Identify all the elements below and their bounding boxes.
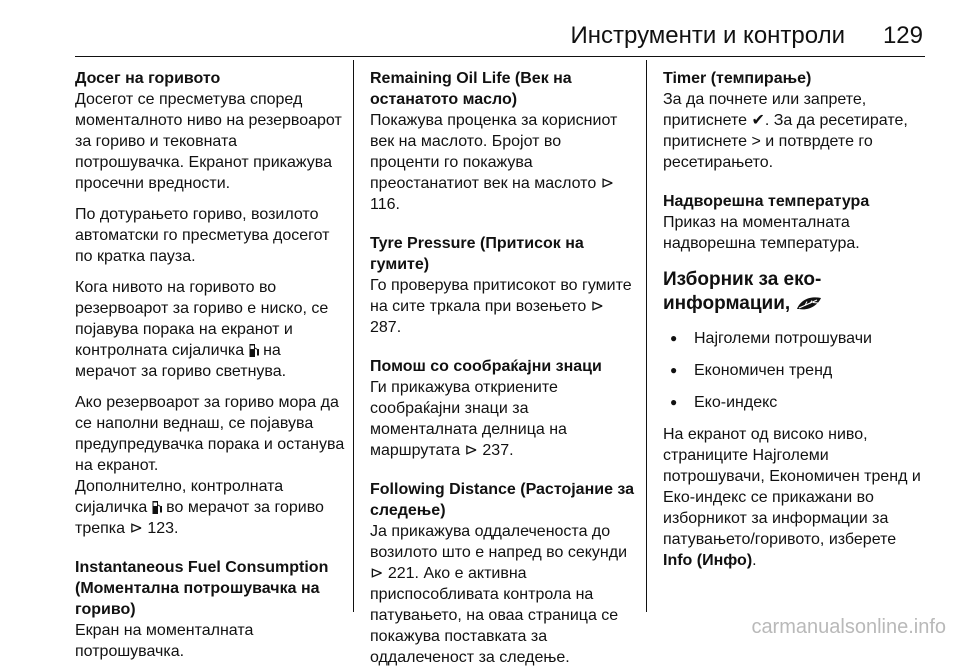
header-rule (75, 56, 925, 57)
page-reference-arrow-icon: ⊳ (129, 520, 143, 537)
page-reference-arrow-icon: ⊳ (600, 175, 615, 192)
paragraph: Приказ на моменталната надворешна температура. (663, 214, 860, 252)
fuel-pump-icon (152, 500, 162, 515)
paragraph: Ако резервоарот за гориво мора да се наполни веднаш, се појавува предупредувачка порака и останува на екранот. (75, 394, 345, 474)
paragraph: Ги прикажува откриените сообраќајни знаци за моменталната делница на маршрутата ⊳ 237. (370, 379, 567, 459)
column-divider-1 (353, 60, 354, 612)
heading-traffic-sign-assist: Помош со сообраќајни знаци (370, 358, 602, 375)
column-divider-2 (646, 60, 647, 612)
page-reference-arrow-icon: ⊳ (590, 298, 605, 315)
checkmark-icon: ✔ (751, 112, 765, 129)
watermark: carmanualsonline.info (751, 616, 946, 638)
heading-fuel-range: Досег на горивото (75, 70, 221, 87)
eco-info-list (663, 328, 928, 413)
page-reference[interactable]: 287. (370, 319, 402, 336)
page-title: Инструменти и контроли (570, 22, 845, 49)
page-number: 129 (882, 22, 923, 49)
eco-leaf-icon (795, 296, 823, 312)
page-reference-arrow-icon: ⊳ (464, 442, 478, 459)
paragraph: Покажува проценка за корисниот век на маслото. Бројот во проценти го покажува преостанатиот век на маслото ⊳ 116. (370, 112, 618, 213)
paragraph: По дотурањето гориво, возилото автоматски го пресметува досегот по кратка пауза. (75, 206, 330, 265)
page-reference-arrow-icon: ⊳ (370, 565, 384, 582)
menu-option-info: Info (Инфо) (663, 552, 753, 569)
heading-outside-temperature: Надворешна температура (663, 193, 870, 210)
heading-following-distance: Following Distance (Растојание за следење) (370, 481, 635, 519)
column-2 (370, 68, 635, 668)
paragraph: Екран на моменталната потрошувачка. (75, 622, 254, 660)
page-reference[interactable]: 237. (482, 442, 514, 459)
fuel-pump-icon (249, 343, 259, 358)
list-item: ● Најголеми потрошувачи (663, 328, 928, 349)
column-3 (663, 68, 928, 571)
paragraph: Го проверува притисокот во гумите на сите тркала при возењето ⊳ 287. (370, 277, 632, 336)
heading-tyre-pressure: Tyre Pressure (Притисок на гумите) (370, 235, 584, 273)
page-reference[interactable]: 116. (370, 196, 400, 213)
paragraph: Кога нивото на горивото во резервоарот за гориво е ниско, се појавува порака на екранот и контролната сијаличка на мерачот за гориво светнува. (75, 279, 329, 380)
chevron-right-icon: > (751, 133, 761, 150)
paragraph: Ја прикажува оддалеченоста до возилото што е напред во секунди ⊳ 221. Ако е активна приспособливата контрола на патувањето, на оваа страница се покажува поставката за оддалеченост за следење. (370, 523, 628, 666)
page-header (0, 22, 960, 56)
heading-remaining-oil-life: Remaining Oil Life (Век на останатото масло) (370, 70, 572, 108)
column-1 (75, 68, 345, 662)
paragraph: Досегот се пресметува според моменталното ниво на резервоарот за гориво и тековната потрошувачка. Екранот прикажува просечни вредности. (75, 91, 342, 192)
heading-instantaneous-consumption: Instantaneous Fuel Consumption (Моментална потрошувачка на гориво) (75, 559, 329, 618)
page-reference[interactable]: 123. (147, 520, 179, 537)
heading-eco-info-menu: Изборник за еко-информации, (663, 268, 928, 316)
list-item: ● Економичен тренд (663, 360, 928, 381)
list-item: ● Еко-индекс (663, 392, 928, 413)
paragraph: За да почнете или запрете, притиснете ✔. За да ресетирате, притиснете > и потврдете го ресетирањето. (663, 91, 908, 171)
heading-timer: Timer (темпирање) (663, 70, 812, 87)
page-reference[interactable]: 221. (387, 565, 419, 582)
paragraph: Дополнително, контролната сијаличка во мерачот за гориво трепка ⊳ 123. (75, 478, 324, 537)
paragraph: На екранот од високо ниво, страниците Најголеми потрошувачи, Економичен тренд и Еко-индекс се прикажани во изборникот за информации за патувањето/горивото, изберете Info (Инфо). (663, 426, 921, 569)
